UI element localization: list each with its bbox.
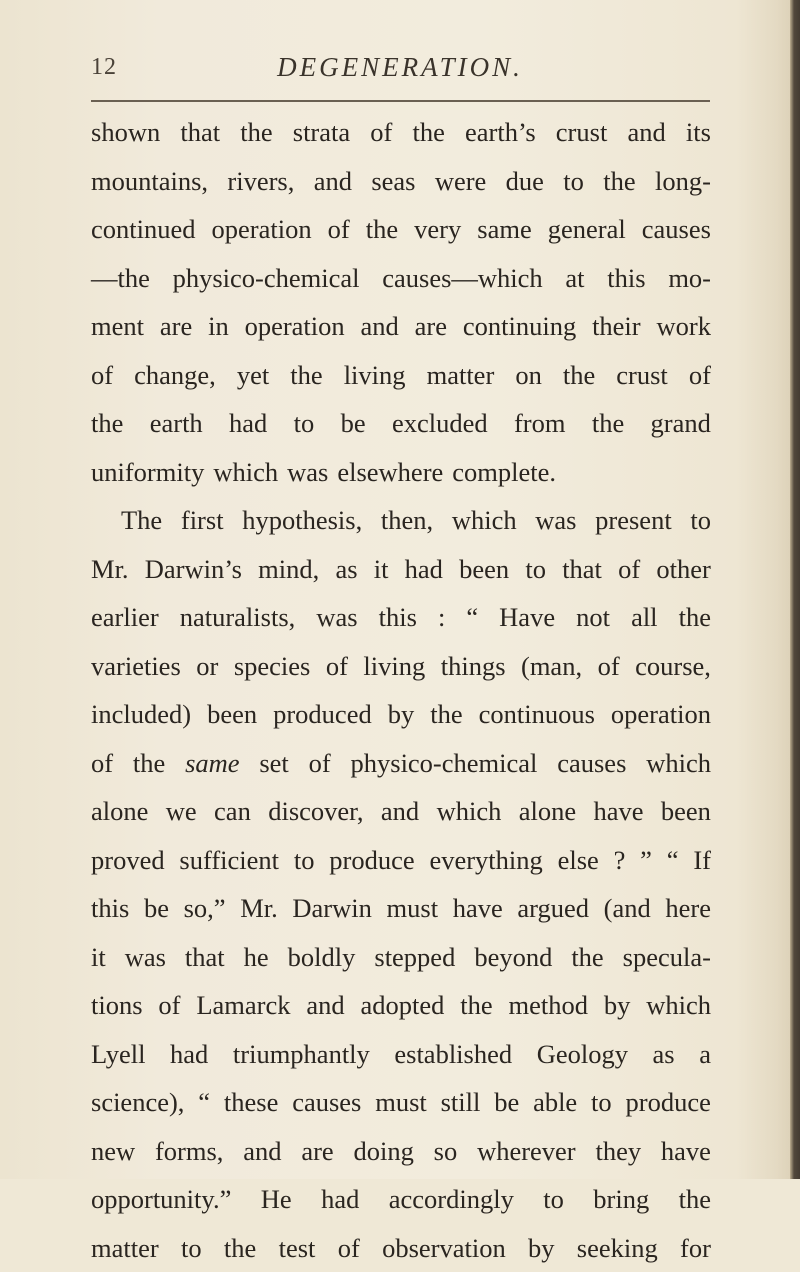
- word: it: [91, 933, 106, 982]
- word: other: [656, 545, 710, 594]
- word: If: [693, 836, 711, 885]
- word: these: [224, 1078, 278, 1127]
- word: had: [229, 399, 267, 448]
- word: science),: [91, 1078, 184, 1127]
- word: operation: [245, 302, 345, 351]
- word: was: [125, 933, 166, 982]
- text-line: [91, 836, 711, 885]
- word: be: [144, 884, 169, 933]
- text-line: [91, 787, 711, 836]
- word: or: [196, 642, 218, 691]
- word: were: [435, 157, 487, 206]
- word: produced: [273, 690, 372, 739]
- word: produce: [626, 1078, 711, 1127]
- word: all: [631, 593, 658, 642]
- word: that: [185, 933, 225, 982]
- word: He: [261, 1175, 292, 1224]
- text-line: [91, 1127, 711, 1176]
- word: Mr.: [240, 884, 278, 933]
- word: on: [515, 351, 542, 400]
- word: hypothesis,: [242, 496, 362, 545]
- text-line: [91, 302, 711, 351]
- text-line: [91, 593, 711, 642]
- text-line: [91, 399, 711, 448]
- word: everything: [429, 836, 542, 885]
- word: of: [338, 1224, 360, 1272]
- word: alone: [519, 787, 576, 836]
- word: which: [437, 787, 502, 836]
- word: new: [91, 1127, 135, 1176]
- word: of: [326, 642, 348, 691]
- word: the: [460, 981, 492, 1030]
- word: tions: [91, 981, 143, 1030]
- word: the: [240, 108, 272, 157]
- word: have: [593, 787, 643, 836]
- word: change,: [134, 351, 216, 400]
- word: to: [591, 1078, 612, 1127]
- word: can: [214, 787, 251, 836]
- word: and: [627, 108, 665, 157]
- word: method: [508, 981, 588, 1030]
- word: then,: [381, 496, 433, 545]
- word: due: [506, 157, 544, 206]
- word: grand: [651, 399, 711, 448]
- word: strata: [293, 108, 350, 157]
- page-edge-shadow: [790, 0, 800, 1179]
- word: course,: [635, 642, 711, 691]
- word: set: [259, 739, 288, 788]
- word: which: [213, 448, 278, 497]
- text-line: [91, 690, 711, 739]
- text-line: [91, 448, 711, 497]
- word: the: [679, 593, 711, 642]
- word: so,”: [184, 884, 226, 933]
- word: continuous: [479, 690, 595, 739]
- word: been: [459, 545, 509, 594]
- word: (man,: [521, 642, 582, 691]
- word: the: [592, 399, 624, 448]
- word: and: [361, 302, 399, 351]
- word: ”: [640, 836, 652, 885]
- word: the: [133, 739, 165, 788]
- word: beyond: [474, 933, 552, 982]
- text-line: [91, 1030, 711, 1079]
- word: and: [381, 787, 419, 836]
- word: earth: [150, 399, 203, 448]
- word: the: [679, 1175, 711, 1224]
- word: be: [494, 1078, 519, 1127]
- word: mountains,: [91, 157, 208, 206]
- word: must: [387, 884, 439, 933]
- word: of: [598, 642, 620, 691]
- word: boldly: [288, 933, 356, 982]
- word: to: [563, 157, 584, 206]
- word: shown: [91, 108, 160, 157]
- word: have: [661, 1127, 711, 1176]
- word: same: [477, 205, 531, 254]
- word: present: [595, 496, 672, 545]
- word: been: [207, 690, 257, 739]
- word: things: [441, 642, 506, 691]
- word: here: [665, 884, 711, 933]
- word: it: [374, 545, 389, 594]
- word: living: [344, 351, 406, 400]
- word: are: [160, 302, 192, 351]
- text-line: [91, 205, 711, 254]
- word: physico-chemical: [173, 254, 360, 303]
- word: continued: [91, 205, 196, 254]
- word: was: [287, 448, 328, 497]
- word: test: [279, 1224, 316, 1272]
- word: Lamarck: [196, 981, 290, 1030]
- text-line: [91, 108, 711, 157]
- text-line: [91, 642, 711, 691]
- word: naturalists,: [180, 593, 296, 642]
- running-title: DEGENERATION.: [0, 52, 800, 83]
- word: Mr.: [91, 545, 129, 594]
- word: had: [170, 1030, 208, 1079]
- word: must: [375, 1078, 427, 1127]
- word: discover,: [268, 787, 363, 836]
- word: very: [414, 205, 461, 254]
- word: to: [525, 545, 546, 594]
- word: be: [341, 399, 366, 448]
- word: matter: [427, 351, 495, 400]
- word: else: [558, 836, 599, 885]
- word: matter: [91, 1224, 159, 1272]
- word: that: [180, 108, 220, 157]
- word: of: [689, 351, 711, 400]
- word: produce: [329, 836, 414, 885]
- word: excluded: [392, 399, 488, 448]
- word: accordingly: [389, 1175, 514, 1224]
- word: —the: [91, 254, 150, 303]
- word: crust: [616, 351, 668, 400]
- text-line: [91, 981, 711, 1030]
- word: operation: [611, 690, 711, 739]
- word: the: [563, 351, 595, 400]
- word: was: [316, 593, 357, 642]
- word: had: [321, 1175, 359, 1224]
- word: of: [158, 981, 180, 1030]
- word: mind,: [258, 545, 319, 594]
- word: are: [415, 302, 447, 351]
- word: so: [434, 1127, 458, 1176]
- word: they: [595, 1127, 641, 1176]
- word: general: [548, 205, 626, 254]
- text-line: [91, 1078, 711, 1127]
- page-number: 12: [91, 54, 117, 81]
- word: and: [314, 157, 352, 206]
- word: was: [535, 496, 576, 545]
- word: physico-chemical: [351, 739, 538, 788]
- word: earlier: [91, 593, 159, 642]
- word: complete.: [452, 448, 556, 497]
- word: as: [653, 1030, 675, 1079]
- word: the: [366, 205, 398, 254]
- word: to: [294, 836, 315, 885]
- word: argued: [517, 884, 589, 933]
- word: stepped: [374, 933, 455, 982]
- word: we: [166, 787, 197, 836]
- word: alone: [91, 787, 148, 836]
- word: which: [646, 739, 711, 788]
- word: :: [438, 593, 445, 642]
- word: causes: [557, 739, 626, 788]
- word: causes—which: [382, 254, 542, 303]
- word: not: [576, 593, 610, 642]
- word: the: [91, 399, 123, 448]
- word: the: [224, 1224, 256, 1272]
- word: the: [290, 351, 322, 400]
- word: Have: [499, 593, 555, 642]
- word: operation: [212, 205, 312, 254]
- word: doing: [353, 1127, 413, 1176]
- word: had: [405, 545, 443, 594]
- word: a: [699, 1030, 711, 1079]
- word: rivers,: [227, 157, 294, 206]
- word: included): [91, 690, 191, 739]
- word: uniformity: [91, 448, 204, 497]
- word: Lyell: [91, 1030, 145, 1079]
- word: seas: [371, 157, 415, 206]
- text-line: [91, 884, 711, 933]
- word: as: [335, 545, 357, 594]
- word: he: [244, 933, 269, 982]
- word: to: [690, 496, 711, 545]
- word: and: [306, 981, 344, 1030]
- word: forms,: [155, 1127, 223, 1176]
- word: (and: [604, 884, 651, 933]
- word: same: [185, 739, 239, 788]
- word: long-: [655, 157, 711, 206]
- word: of: [328, 205, 350, 254]
- text-line: [91, 1175, 711, 1224]
- word: specula-: [623, 933, 711, 982]
- word: varieties: [91, 642, 181, 691]
- text-line: [91, 933, 711, 982]
- word: mo-: [668, 254, 711, 303]
- word: seeking: [577, 1224, 658, 1272]
- text-line: [91, 739, 711, 788]
- word: of: [618, 545, 640, 594]
- word: “: [466, 593, 478, 642]
- word: been: [661, 787, 711, 836]
- word: and: [243, 1127, 281, 1176]
- word: this: [379, 593, 417, 642]
- word: the: [413, 108, 445, 157]
- word: first: [181, 496, 224, 545]
- word: at: [565, 254, 584, 303]
- word: continuing: [463, 302, 576, 351]
- word: “: [667, 836, 679, 885]
- word: bring: [593, 1175, 649, 1224]
- word: of: [91, 739, 113, 788]
- word: adopted: [361, 981, 445, 1030]
- word: this: [607, 254, 645, 303]
- word: elsewhere: [337, 448, 443, 497]
- word: to: [543, 1175, 564, 1224]
- word: proved: [91, 836, 165, 885]
- word: their: [592, 302, 641, 351]
- word: work: [656, 302, 710, 351]
- word: “: [198, 1078, 210, 1127]
- word: crust: [556, 108, 608, 157]
- word: by: [388, 690, 415, 739]
- text-line: [91, 351, 711, 400]
- text-line: [91, 157, 711, 206]
- word: of: [309, 739, 331, 788]
- word: causes: [292, 1078, 361, 1127]
- word: to: [181, 1224, 202, 1272]
- word: have: [453, 884, 503, 933]
- text-line: [91, 254, 711, 303]
- text-line: [91, 545, 711, 594]
- word: are: [301, 1127, 333, 1176]
- word: Geology: [537, 1030, 628, 1079]
- word: this: [91, 884, 129, 933]
- word: triumphantly: [233, 1030, 370, 1079]
- word: which: [452, 496, 517, 545]
- word: observation: [382, 1224, 506, 1272]
- word: ?: [614, 836, 626, 885]
- word: yet: [237, 351, 269, 400]
- word: by: [604, 981, 631, 1030]
- word: the: [430, 690, 462, 739]
- word: able: [533, 1078, 577, 1127]
- text-line: [91, 1224, 711, 1272]
- word: species: [234, 642, 311, 691]
- header-rule: [91, 100, 710, 102]
- word: to: [294, 399, 315, 448]
- word: of: [370, 108, 392, 157]
- word: sufficient: [179, 836, 279, 885]
- word: the: [571, 933, 603, 982]
- word: established: [394, 1030, 512, 1079]
- word: which: [646, 981, 711, 1030]
- word: causes: [642, 205, 711, 254]
- body-text: [91, 108, 711, 1272]
- word: Darwin’s: [145, 545, 242, 594]
- word: of: [91, 351, 113, 400]
- word: ment: [91, 302, 144, 351]
- word: that: [562, 545, 602, 594]
- word: its: [686, 108, 711, 157]
- word: earth’s: [465, 108, 536, 157]
- word: in: [208, 302, 229, 351]
- word: wherever: [477, 1127, 576, 1176]
- word: Darwin: [292, 884, 371, 933]
- word: from: [514, 399, 566, 448]
- word: the: [603, 157, 635, 206]
- word: living: [363, 642, 425, 691]
- word: still: [441, 1078, 481, 1127]
- word: by: [528, 1224, 555, 1272]
- word: for: [680, 1224, 711, 1272]
- word: The: [121, 496, 162, 545]
- text-line: [91, 496, 711, 545]
- word: opportunity.”: [91, 1175, 231, 1224]
